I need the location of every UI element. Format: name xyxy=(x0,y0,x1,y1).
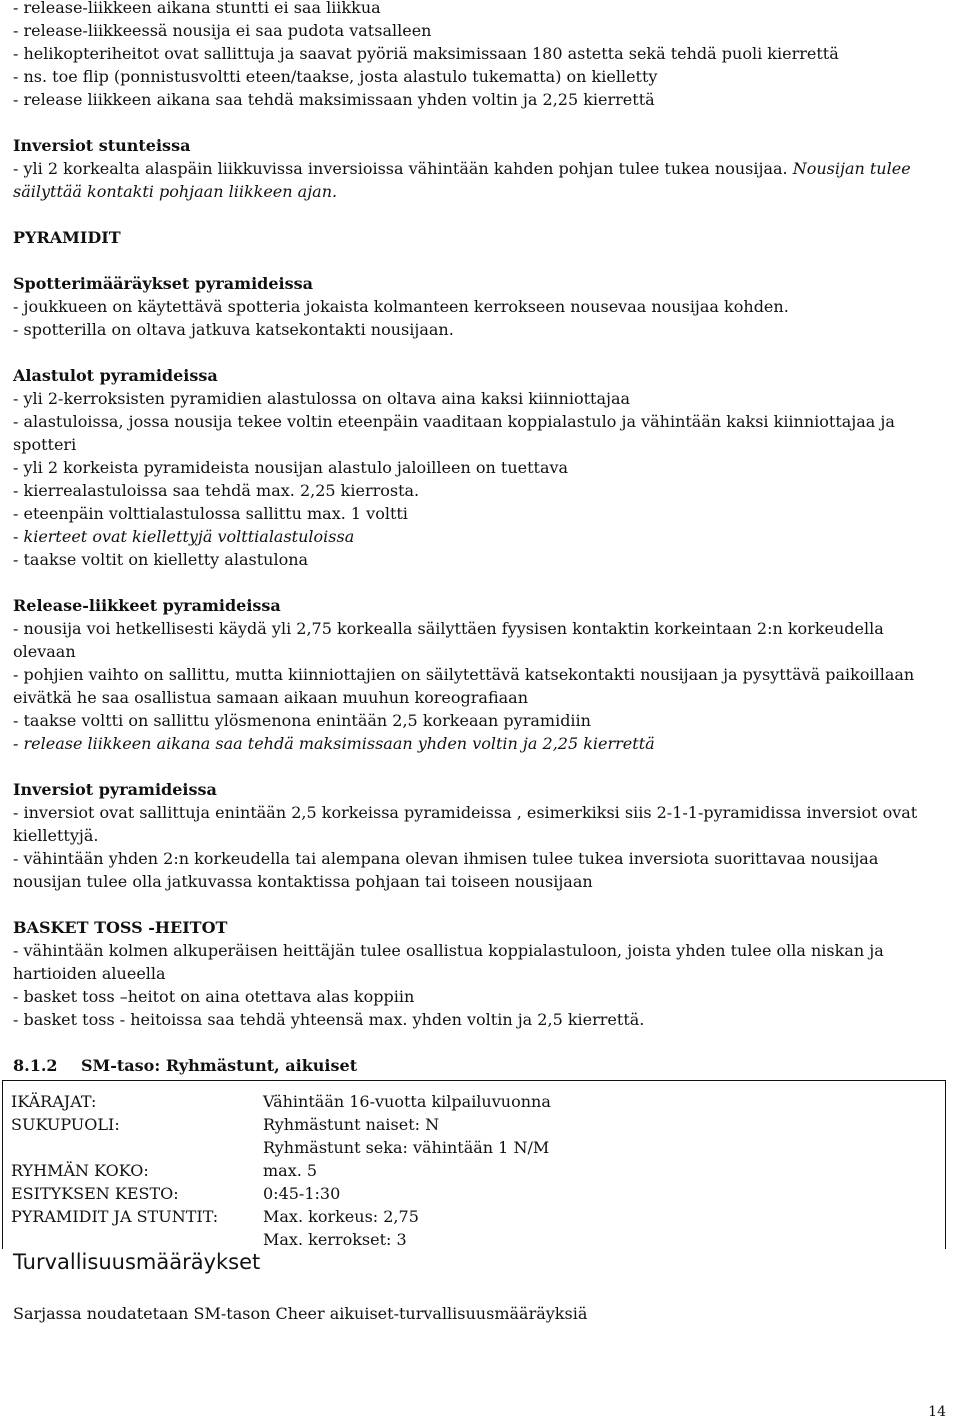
info-value: 0:45-1:30 xyxy=(263,1184,341,1203)
info-key: PYRAMIDIT JA STUNTIT: xyxy=(11,1207,219,1226)
heading-turvallisuusmaaraykset: Turvallisuusmääräykset xyxy=(13,1250,261,1274)
info-key: ESITYKSEN KESTO: xyxy=(11,1184,179,1203)
info-row xyxy=(11,1205,551,1228)
rule-line: - helikopteriheitot ovat sallittuja ja saavat pyöriä maksimissaan 180 astetta sekä tehdä puoli kierrettä xyxy=(13,44,839,63)
rule-text-italic: kierteet ovat kiellettyjä volttialastuloissa xyxy=(23,527,355,546)
rule-line: - basket toss - heitoissa saa tehdä yhteensä max. yhden voltin ja 2,5 kierrettä. xyxy=(13,1010,645,1029)
section-heading xyxy=(13,1054,948,1077)
heading-inversiot-pyramideissa: Inversiot pyramideissa xyxy=(13,780,217,799)
rule-line: - inversiot ovat sallittuja enintään 2,5 korkeissa pyramideissa , esimerkiksi siis 2-1-1-pyramidissa inversiot ovat kiellettyjä. xyxy=(13,803,918,845)
heading-pyramidit: PYRAMIDIT xyxy=(13,228,121,247)
page-number: 14 xyxy=(928,1404,946,1420)
rule-line: - nousija voi hetkellisesti käydä yli 2,75 korkealla säilyttäen fyysisen kontaktin korkeintaan 2:n korkeudella olevaan xyxy=(13,619,884,661)
info-value: Max. korkeus: 2,75 xyxy=(263,1207,419,1226)
info-value: Max. kerrokset: 3 xyxy=(263,1230,407,1249)
page-content xyxy=(13,0,948,1077)
heading-inversiot-stunteissa: Inversiot stunteissa xyxy=(13,136,191,155)
info-row xyxy=(11,1182,551,1205)
rule-line: - release-liikkeen aikana stuntti ei saa liikkua xyxy=(13,0,381,17)
rule-line xyxy=(13,525,948,548)
rule-line: - kierrealastuloissa saa tehdä max. 2,25 kierrosta. xyxy=(13,481,420,500)
info-row xyxy=(11,1159,551,1182)
rule-line: - yli 2-kerroksisten pyramidien alastulossa on oltava aina kaksi kiinniottajaa xyxy=(13,389,631,408)
info-value: max. 5 xyxy=(263,1161,318,1180)
info-row xyxy=(11,1090,551,1113)
heading-alastulot: Alastulot pyramideissa xyxy=(13,366,218,385)
info-value: Ryhmästunt seka: vähintään 1 N/M xyxy=(263,1138,550,1157)
section-number: 8.1.2 xyxy=(13,1056,58,1075)
rule-line: - release-liikkeessä nousija ei saa pudota vatsalleen xyxy=(13,21,432,40)
rule-line: - release liikkeen aikana saa tehdä maksimissaan yhden voltin ja 2,25 kierrettä xyxy=(13,90,655,109)
rule-line: - vähintään yhden 2:n korkeudella tai alempana olevan ihmisen tulee tukea inversiota suorittavaa nousijaa nousijan tulee olla jatkuvassa kontaktissa pohjaan tai toiseen nousijaan xyxy=(13,849,879,891)
info-key: IKÄRAJAT: xyxy=(11,1092,97,1111)
info-row xyxy=(11,1228,551,1251)
rule-line: - vähintään kolmen alkuperäisen heittäjän tulee osallistua koppialastuloon, joista yhden tulee olla niskan ja hartioiden alueella xyxy=(13,941,884,983)
rule-text-italic: Nousijan tulee säilyttää kontakti pohjaan liikkeen ajan. xyxy=(13,159,911,201)
footer-text: Sarjassa noudatetaan SM-tason Cheer aikuiset-turvallisuusmääräyksiä xyxy=(13,1304,588,1323)
rule-line: - taakse voltit on kielletty alastulona xyxy=(13,550,309,569)
rule-line: - taakse voltti on sallittu ylösmenona enintään 2,5 korkeaan pyramidiin xyxy=(13,711,591,730)
info-value: Vähintään 16-vuotta kilpailuvuonna xyxy=(263,1092,551,1111)
rule-line: - basket toss –heitot on aina otettava alas koppiin xyxy=(13,987,415,1006)
heading-spotterimaaraykset: Spotterimääräykset pyramideissa xyxy=(13,274,313,293)
rule-line: - eteenpäin volttialastulossa sallittu max. 1 voltti xyxy=(13,504,408,523)
info-key: RYHMÄN KOKO: xyxy=(11,1161,149,1180)
info-key: SUKUPUOLI: xyxy=(11,1115,120,1134)
info-key xyxy=(11,1228,263,1251)
rule-text: - yli 2 korkealta alaspäin liikkuvissa inversioissa vähintään kahden pohjan tulee tukea nousijaa. xyxy=(13,159,793,178)
rule-line: - alastuloissa, jossa nousija tekee voltin eteenpäin vaaditaan koppialastulo ja vähintään kaksi kiinniottajaa ja spotteri xyxy=(13,412,895,454)
heading-release: Release-liikkeet pyramideissa xyxy=(13,596,281,615)
rule-line: - pohjien vaihto on sallittu, mutta kiinniottajien on säilytettävä katsekontakti nousijaan ja pysyttävä paikoillaan eivätkä he saa osallistua samaan aikaan muuhun koreografiaan xyxy=(13,665,915,707)
rule-line: - ns. toe flip (ponnistusvoltti eteen/taakse, josta alastulo tukematta) on kielletty xyxy=(13,67,658,86)
rule-line: - spotterilla on oltava jatkuva katsekontakti nousijaan. xyxy=(13,320,454,339)
info-row xyxy=(11,1136,551,1159)
rule-prefix: - xyxy=(13,527,24,546)
info-table xyxy=(11,1090,551,1251)
rule-line xyxy=(13,157,948,203)
heading-basket-toss: BASKET TOSS -HEITOT xyxy=(13,918,228,937)
rule-line: - yli 2 korkeista pyramideista nousijan alastulo jaloilleen on tuettava xyxy=(13,458,569,477)
section-title: SM-taso: Ryhmästunt, aikuiset xyxy=(81,1056,358,1075)
info-row xyxy=(11,1113,551,1136)
info-value: Ryhmästunt naiset: N xyxy=(263,1115,440,1134)
info-key xyxy=(11,1136,263,1159)
rule-line: - joukkueen on käytettävä spotteria jokaista kolmanteen kerrokseen nousevaa nousijaa kohden. xyxy=(13,297,789,316)
rule-line-italic: - release liikkeen aikana saa tehdä maksimissaan yhden voltin ja 2,25 kierrettä xyxy=(13,734,655,753)
